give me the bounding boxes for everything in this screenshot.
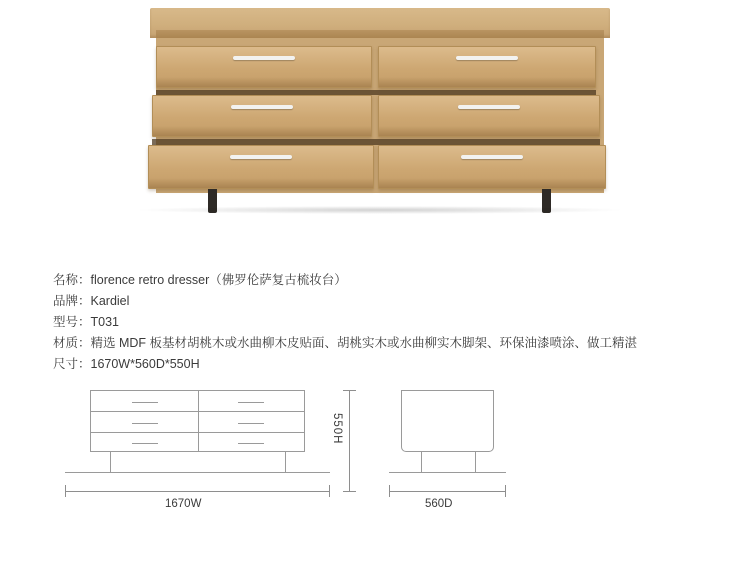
drawer-handle-icon [458,105,520,109]
spec-size: 尺寸：1670W*560D*550H [53,357,200,371]
front-view-handle-icon [238,443,264,444]
height-dimension-label: 550H [331,413,343,445]
side-view-leg [421,452,422,472]
depth-dimension-line [389,491,506,492]
height-dimension-tick [343,390,356,391]
depth-dimension-label: 560D [425,498,453,510]
height-dimension-line [349,390,350,492]
drawer-shade [153,126,371,136]
side-view-drawing [401,390,494,452]
dresser-illustration [150,8,610,220]
front-view-handle-icon [238,423,264,424]
drawer-top-right [378,46,596,88]
width-dimension-label: 1670W [165,498,202,510]
spec-model: 型号：T031 [53,315,119,329]
drawer-shade [379,126,599,136]
width-dimension-tick [65,485,66,497]
front-view-leg [285,452,286,472]
spec-material: 材质：精选 MDF 板基材胡桃木或水曲柳木皮贴面、胡桃实木或水曲柳实木脚架、环保油漆喷涂、做工精湛 [53,336,638,350]
drawer-handle-icon [231,105,293,109]
product-specs [53,270,703,375]
side-view-floor-line [389,472,506,473]
drawer-handle-icon [456,56,518,60]
front-view-row-divider [91,411,304,412]
front-view-floor-line [65,472,330,473]
front-view-leg [110,452,111,472]
drawer-top-left [156,46,372,88]
front-view-row-divider [91,432,304,433]
dresser-top-surface [150,8,610,38]
depth-dimension-tick [505,485,506,497]
drawer-middle-right [378,95,600,137]
width-dimension-tick [329,485,330,497]
height-dimension-tick [343,491,356,492]
depth-dimension-tick [389,485,390,497]
front-view-handle-icon [132,443,158,444]
floor-shadow [140,206,620,214]
drawer-shade [379,178,605,188]
drawer-shade [379,77,595,87]
product-photo [0,0,750,250]
drawer-middle-left [152,95,372,137]
front-view-drawing [90,390,305,452]
drawer-handle-icon [230,155,292,159]
dimension-drawings [53,385,703,535]
width-dimension-line [65,491,330,492]
drawer-handle-icon [233,56,295,60]
drawer-handle-icon [461,155,523,159]
drawer-shade [157,77,371,87]
side-view-leg [475,452,476,472]
front-view-handle-icon [132,423,158,424]
front-view-center-divider [198,391,199,451]
spec-name: 名称：florence retro dresser（佛罗伦萨复古梳妆台） [53,273,347,287]
drawer-bottom-right [378,145,606,189]
front-view-handle-icon [238,402,264,403]
drawer-bottom-left [148,145,374,189]
spec-brand: 品牌：Kardiel [53,294,130,308]
front-view-handle-icon [132,402,158,403]
drawer-shade [149,178,373,188]
